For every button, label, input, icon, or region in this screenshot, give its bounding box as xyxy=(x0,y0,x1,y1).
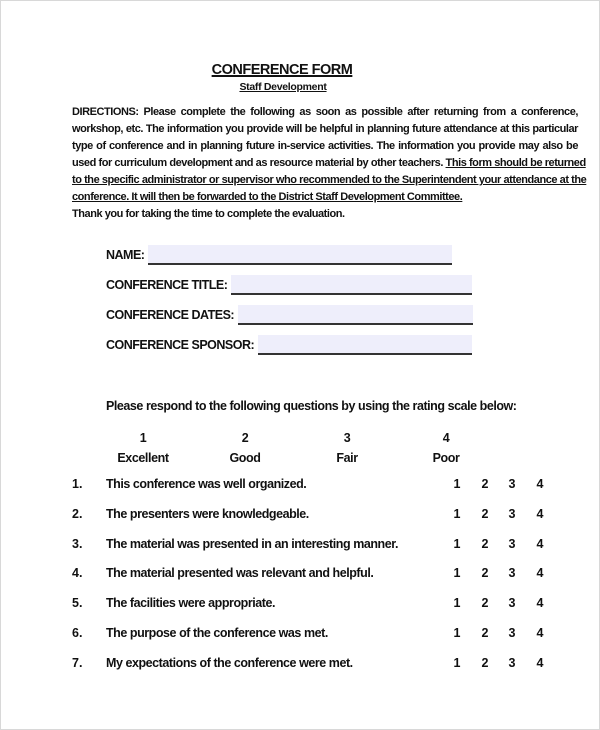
directions-line-6 xyxy=(72,189,578,206)
conference-dates-label: CONFERENCE DATES: xyxy=(106,308,235,322)
directions-line-3: type of conference and in planning future in-service activities. The information you provide may also be xyxy=(72,140,578,152)
question-text: My expectations of the conference were met. xyxy=(106,656,353,670)
rating-option-1[interactable]: 1 xyxy=(453,507,461,521)
rating-option-1[interactable]: 1 xyxy=(453,477,461,491)
question-text: The material presented was relevant and helpful. xyxy=(106,566,374,580)
conference-dates-field-row xyxy=(106,303,473,325)
question-row xyxy=(1,626,600,646)
rating-option-1[interactable]: 1 xyxy=(453,566,461,580)
scale-level-4 xyxy=(401,428,491,468)
forwarding-note-underlined: conference. It will then be forwarded to the District Staff Development Committee. xyxy=(72,191,463,203)
conference-title-field-row xyxy=(106,273,472,295)
rating-option-4[interactable]: 4 xyxy=(536,477,544,491)
scale-level-3-value: 3 xyxy=(343,431,351,445)
conference-sponsor-field-row xyxy=(106,333,472,355)
question-row xyxy=(1,537,600,557)
question-text: The purpose of the conference was met. xyxy=(106,626,328,640)
question-text: This conference was well organized. xyxy=(106,477,307,491)
name-label: NAME: xyxy=(106,248,145,262)
question-row xyxy=(1,566,600,586)
question-row xyxy=(1,477,600,497)
rating-option-3[interactable]: 3 xyxy=(508,626,516,640)
rating-option-2[interactable]: 2 xyxy=(481,626,489,640)
rating-option-2[interactable]: 2 xyxy=(481,537,489,551)
rating-option-3[interactable]: 3 xyxy=(508,507,516,521)
conference-sponsor-input[interactable] xyxy=(258,335,472,355)
directions-paragraph xyxy=(72,104,587,223)
rating-option-4[interactable]: 4 xyxy=(536,596,544,610)
rating-option-2[interactable]: 2 xyxy=(481,566,489,580)
question-row xyxy=(1,507,600,527)
conference-sponsor-label: CONFERENCE SPONSOR: xyxy=(106,338,255,352)
question-number: 1. xyxy=(72,477,83,491)
name-input[interactable] xyxy=(148,245,452,265)
rating-option-1[interactable]: 1 xyxy=(453,626,461,640)
rating-option-2[interactable]: 2 xyxy=(481,656,489,670)
question-number: 6. xyxy=(72,626,83,640)
question-number: 7. xyxy=(72,656,83,670)
scale-level-2-value: 2 xyxy=(241,431,249,445)
return-instruction-underlined: This form should be returned xyxy=(445,157,586,169)
scale-level-3-label: Fair xyxy=(336,451,358,465)
scale-level-4-label: Poor xyxy=(432,451,460,465)
rating-option-3[interactable]: 3 xyxy=(508,477,516,491)
rating-option-3[interactable]: 3 xyxy=(508,537,516,551)
scale-level-1-value: 1 xyxy=(139,431,147,445)
form-subtitle: Staff Development xyxy=(239,81,327,93)
rating-option-4[interactable]: 4 xyxy=(536,656,544,670)
rating-option-4[interactable]: 4 xyxy=(536,507,544,521)
rating-option-4[interactable]: 4 xyxy=(536,626,544,640)
scale-level-2-label: Good xyxy=(229,451,261,465)
rating-instruction: Please respond to the following questions by using the rating scale below: xyxy=(106,399,517,413)
name-field-row xyxy=(106,243,452,265)
rating-option-4[interactable]: 4 xyxy=(536,566,544,580)
question-row xyxy=(1,656,600,676)
directions-line-2: workshop, etc. The information you provide will be helpful in planning future attendance at this particular xyxy=(72,123,578,135)
rating-option-2[interactable]: 2 xyxy=(481,507,489,521)
rating-option-3[interactable]: 3 xyxy=(508,656,516,670)
scale-level-4-value: 4 xyxy=(442,431,450,445)
conference-dates-input[interactable] xyxy=(238,305,473,325)
rating-option-1[interactable]: 1 xyxy=(453,596,461,610)
question-text: The material was presented in an interesting manner. xyxy=(106,537,398,551)
directions-line-4-plain: used for curriculum development and as resource material by other teachers. xyxy=(72,157,446,169)
rating-option-2[interactable]: 2 xyxy=(481,477,489,491)
rating-option-3[interactable]: 3 xyxy=(508,566,516,580)
directions-line-5: to the specific administrator or supervisor who recommended to the Superintendent your attendance at the xyxy=(72,174,587,186)
question-row xyxy=(1,596,600,616)
thank-you-note: Thank you for taking the time to complete the evaluation. xyxy=(72,208,345,220)
scale-level-1 xyxy=(98,428,188,468)
conference-title-label: CONFERENCE TITLE: xyxy=(106,278,228,292)
form-title: CONFERENCE FORM xyxy=(211,62,353,78)
directions-line-1: DIRECTIONS: Please complete the following as soon as possible after returning from a conference, xyxy=(72,106,578,118)
question-number: 3. xyxy=(72,537,83,551)
scale-level-2 xyxy=(200,428,290,468)
question-text: The presenters were knowledgeable. xyxy=(106,507,309,521)
rating-option-2[interactable]: 2 xyxy=(481,596,489,610)
rating-option-1[interactable]: 1 xyxy=(453,537,461,551)
rating-option-4[interactable]: 4 xyxy=(536,537,544,551)
conference-title-input[interactable] xyxy=(231,275,472,295)
directions-line-4 xyxy=(72,155,586,172)
question-number: 2. xyxy=(72,507,83,521)
question-number: 5. xyxy=(72,596,83,610)
rating-option-3[interactable]: 3 xyxy=(508,596,516,610)
scale-level-3 xyxy=(302,428,392,468)
question-text: The facilities were appropriate. xyxy=(106,596,275,610)
rating-option-1[interactable]: 1 xyxy=(453,656,461,670)
question-number: 4. xyxy=(72,566,83,580)
scale-level-1-label: Excellent xyxy=(117,451,169,465)
